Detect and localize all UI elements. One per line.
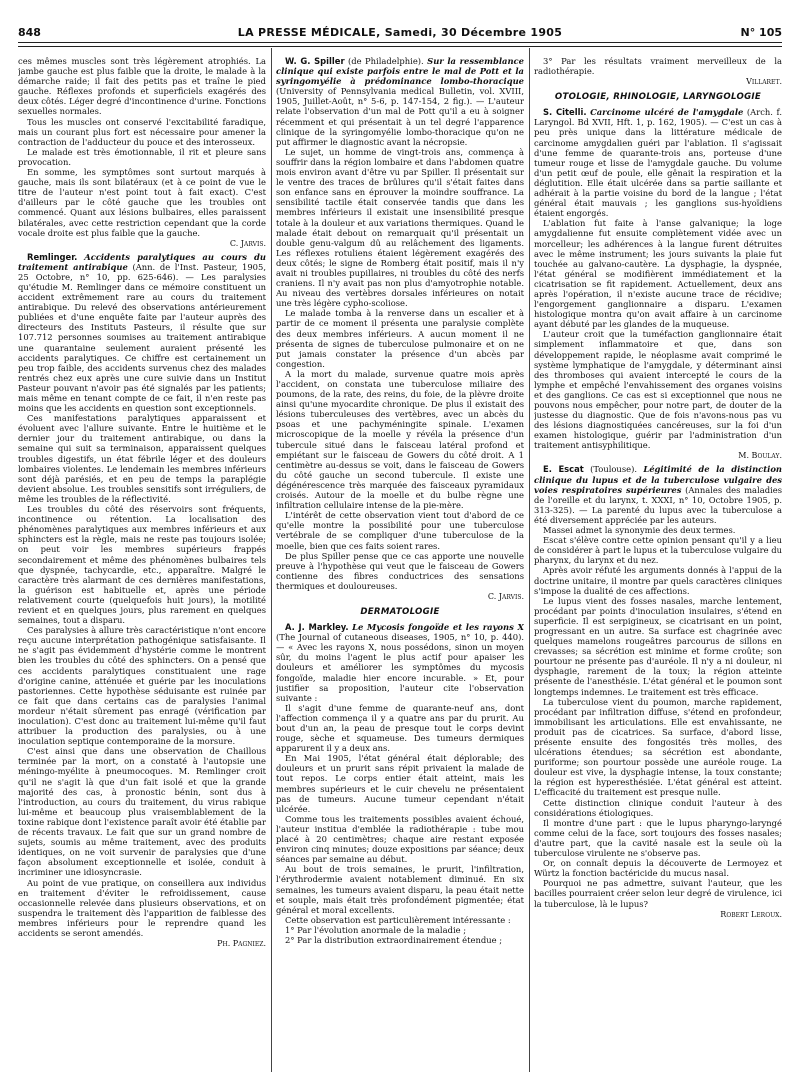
article-affiliation: (Toulouse). [590,464,638,475]
column-2 [276,56,524,1071]
paragraph: C'est ainsi que dans une observation de Chaillous terminée par la mort, on a constaté à l'autopsie une méningo-myélite à pneumocoques. M. Remlinger croit qu'il ne s'agit là que d'un fait isolé et que la grande majorité des cas, à pronostic bénin, sont dus à l'introduction, au cours du traitement, du virus rabique lui-même et beaucoup plus vraisemblablement de la toxine rabique dont l'existence paraît avoir été établie par de récents travaux. Le fait que sur un grand nombre de sujets, soumis au même traitement, avec des produits identiques, on ne voit survenir de paralysies que d'une façon absolument exceptionnelle et isolée, conduit à incriminer une idiosyncrasie. [18,746,266,878]
paragraph: ces mêmes muscles sont très légèrement atrophiés. La jambe gauche est plus faible que la droite, le malade à la démarche raide; il fait des petits pas et traîne le pied gauche. Réflexes profonds et superficiels exagérés des deux côtés. Léger degré d'incontinence d'urine. Fonctions sexuelles normales. [18,56,266,117]
paragraph: Escat s'élève contre cette opinion pensant qu'il y a lieu de considérer à part le lupus et la tuberculose vulgaire du pharynx, du larynx et du nez. [534,535,782,566]
paragraph: Le lupus vient des fosses nasales, marche lentement, procédant par points d'inoculation insulaires, s'étend en superficie. Il est serpigineux, se cicatrisant en un point, progressant en un autre. Sa surface est chagrinée avec quelques mamelons rougeâtres parcourus de sillons en crevasses; sa sécrétion est minime et forme croûte; son pourtour ne présente pas d'auréole. Il n'y a ni douleur, ni dysphagie, rarement de la toux; la région atteinte présente de l'anesthésie. L'état général et le poumon sont longtemps indemnes. Le traitement est très efficace. [534,595,782,697]
signature: Villaret. [746,77,782,87]
paragraph: Comme tous les traitements possibles avaient échoué, l'auteur institua d'emblée la radiothérapie : tube mou placé à 20 centimètres; chaque aire restant exposée environ cinq minutes; douze expositions par séance; deux séances par semaine au début. [276,813,524,865]
journal-title: LA PRESSE MÉDICALE, Samedi, 30 Décembre 1905 [237,26,563,39]
column-separator-2 [529,48,530,1072]
signature: Ph. Pagniez. [217,939,266,949]
article-remlinger [18,252,266,414]
paragraph: Il montre d'une part : que le lupus pharyngo-laryngé comme celui de la face, sort toujours des fosses nasales; d'autre part, que la cavité nasale est la seule où la tuberculose virulente ne s'observe pas. [534,817,782,859]
article-body: (Ann. de l'Inst. Pasteur, 1905, 25 Octobre, n° 10, pp. 625-646). — Les paralysies qu'étudie M. Remlinger dans ce mémoire constituent un accident extrêmement rare au cours du traitement antirabique. Du relevé des observations antérieurement publiées et d'une enquête faite par l'auteur auprès des directeurs des Instituts Pasteurs, il résulte que sur 107.712 personnes soumises au traitement antirabique une quarantaine seulement auraient présenté les accidents paralytiques. Ce chiffre est certainement un peu trop faible, des accidents survenus chez des malades rentrés chez eux après une cure suivie dans un Institut Pasteur pouvant n'avoir pas été signalés par les patients; mais même en tenant compte de ce fait, il n'en reste pas moins que les accidents en question sont exceptionnels. [18,261,266,414]
article-author: S. Citelli. [543,107,587,118]
signature: C. Jarvis. [487,591,524,601]
signature: Robert Leroux. [720,909,782,919]
header-rule [18,42,782,43]
article-body: (Annales des maladies de l'oreille et du larynx, t. XXXI, n° 10, Octobre 1905, p. 313-325). — La parenté du lupus avec la tuberculose a été diversement appréciée par les auteurs. [534,484,782,525]
paragraph: En somme, les symptômes sont surtout marqués à gauche, mais ils sont bilatéraux (et à ce point de vue le titre de l'auteur n'est point tout à fait exact). C'est d'ailleurs par le côté gauche que les troubles ont commencé. Quant aux lésions bulbaires, elles paraissent bilatérales, avec cette restriction cependant que la corde vocale droite est plus faible que la gauche. [18,167,266,238]
paragraph: Ces manifestations paralytiques apparaissent et évoluent avec l'allure suivante. Entre le huitième et le dernier jour du traitement antirabique, ou dans la semaine qui suit sa terminaison, apparaissent quelques troubles digestifs, un état fébrile léger et des douleurs lombaires violentes. Le lendemain les membres inférieurs sont déjà parésiés, et en peu de temps la paraplégie devient absolue. Les troubles sensitifs sont irréguliers, de même les troubles de la réflectivité. [18,413,266,504]
article-title: Carcinome ulcéré de l'amygdale [590,107,744,118]
article-author: Remlinger. [27,251,78,262]
page-number: 848 [18,26,41,39]
paragraph: Le malade tomba à la renverse dans un escalier et à partir de ce moment il présenta une paralysie complète des deux membres inférieurs. A aucun moment il ne présenta de signes de tuberculose pulmonaire et on ne put jamais constater la présence d'un abcès par congestion. [276,308,524,369]
paragraph: Il s'agit d'une femme de quarante-neuf ans, dont l'affection commença il y a quatre ans par du prurit. Au bout d'un an, la peau de presque tout le corps devint rouge, sèche et squameuse. Des tumeurs dermiques apparurent il y a deux ans. [276,702,524,754]
list-item: 2° Par la distribution extraordinairement étendue ; [285,934,503,945]
section-heading: OTOLOGIE, RHINOLOGIE, LARYNGOLOGIE [554,92,762,103]
paragraph: De plus Spiller pense que ce cas apporte une nouvelle preuve à l'hypothèse qui veut que le faisceau de Gowers contienne des fibres conductrices des sensations thermiques et douloureuses. [276,550,524,591]
paragraph: Le sujet, un homme de vingt-trois ans, commença à souffrir dans la région lombaire et dans l'abdomen quatre mois environ avant d'être vu par Spiller. Il présentait sur le ventre des traces de brûlures qu'il s'était faites dans son enfance sans en éprouver la moindre souffrance. La sensibilité tactile était conservée tandis que dans les membres inférieurs il existait une insensibilité presque totale à la douleur et aux variations thermiques. Quand le malade était debout on remarquait qu'il présentait un double genu-valgum dû au relâchement des ligaments. Les réflexes rotuliens étaient légèrement exagérés des deux côtés; le signe de Romberg était positif, mais il n'y avait ni troubles pupillaires, ni troubles du côté des nerfs craniens. Il n'y avait pas non plus d'amyotrophie notable. Au niveau des vertèbres dorsales inférieures on notait une très légère cypho-scoliose. [276,146,524,309]
paragraph: A la mort du malade, survenue quatre mois après l'accident, on constata une tuberculose miliaire des poumons, de la rate, des reins, du foie, de la plèvre droite ainsi qu'une myocardite chronique. De plus il existait des lésions tuberculeuses des vertèbres, avec un abcès du psoas et une pachyméningite spinale. L'examen microscopique de la moelle y révéla la présence d'un tubercule situé dans le faisceau latéral profond et empiétant sur le faisceau de Gowers du côté droit. A 1 centimètre au-dessus se voit, dans le faisceau de Gowers du côté gauche un second tubercule. Il existe une dégénérescence très marquée des faisceaux pyramidaux croisés. Autour de la moelle et du bulbe règne une infiltration cellulaire intense de la pie-mère. [276,368,524,511]
signature: M. Boulay. [738,451,782,461]
section-heading: DERMATOLOGIE [360,606,440,617]
article-affiliation: (de Philadelphie). [348,56,424,66]
paragraph: En Mai 1905, l'état général était déplorable; des douleurs et un prurit sans répit privaient la malade de tout repos. Le corps entier était atteint, mais les membres supérieurs et le cuir chevelu ne présentaient pas de tumeurs. Aucune tumeur cependant n'était ulcérée. [276,753,524,814]
paragraph: Cette distinction clinique conduit l'auteur à des considérations étiologiques. [534,797,782,818]
article-spiller [276,56,524,147]
paragraph: Ces paralysies à allure très caractéristique n'ont encore reçu aucune interprétation pathogénique satisfaisante. Il ne s'agit pas évidemment d'hystérie comme le montrent bien les troubles du côté des sphincters. On a pensé que ces accidents paralytiques constituaient une rage d'origine canine, atténuée et guérie par les inoculations pastoriennes. Cette hypothèse séduisante est ruinée par ce fait que dans certains cas de paralysies l'animal mordeur n'était sûrement pas enragé (vérification par inoculation). C'est donc au traitement lui-même qu'il faut attribuer la production des paralysies, ou à une inoculation septique contemporaine de la morsure. [18,625,266,747]
paragraph: Après avoir réfuté les arguments donnés à l'appui de la doctrine unitaire, il montre par quels caractères cliniques s'impose la dualité de ces affections. [534,565,782,596]
paragraph: La tuberculose vient du poumon, marche rapidement, procédant par infiltration diffuse, s'étend en profondeur, immobilisant les articulations. Elle est envahissante, ne produit pas de cicatrices. Sa surface, d'abord lisse, présente ensuite des fongosités très molles, des ulcérations étendues; sa sécrétion est abondante, puriforme; son pourtour possède une auréole rouge. La douleur est vive, la dysphagie intense, la toux constante; la région est hyperesthésiée. L'état général est atteint. L'efficacité du traitement est presque nulle. [534,696,782,798]
page-header [18,26,782,40]
article-author: W. G. Spiller [285,56,345,66]
article-markley [276,622,524,703]
article-title: Accidents paralytiques au cours du traitement antirabique [18,251,266,272]
article-title: Sur la ressemblance clinique qui existe parfois entre le mal de Pott et la syringomyélie à prédominance lombo-thoracique [276,56,524,87]
article-citelli [534,107,782,218]
paragraph: Cette observation est particulièrement intéressante : [285,914,511,925]
column-1 [18,56,266,1071]
signature: C. Jarvis. [229,238,266,248]
paragraph: L'intérêt de cette observation vient tout d'abord de ce qu'elle montre la possibilité pour une tuberculose vertébrale de se compliquer d'une tuberculose de la moelle, bien que ces faits soient rares. [276,510,524,551]
article-title: Légitimité de la distinction clinique du lupus et de la tuberculose vulgaire des voies respiratoires supérieures [534,464,782,495]
paragraph: L'auteur croit que la tuméfaction ganglionnaire était simplement inflammatoire et que, dans son développement rapide, le néoplasme avait comprimé le système lymphatique de l'amygdale, y déterminant ainsi des thromboses qui avaient intercepté le cours de la lymphe et empêché l'envahissement des organes voisins et des ganglions. Ce cas est si exceptionnel que nous ne pouvons nous empêcher, pour notre part, de douter de la justesse du diagnostic. Que de fois n'avons-nous pas vu des lésions diagnostiquées cancéreuses, sur la foi d'un examen histologique, guérir par l'administration d'un traitement antisyphilitique. [534,329,782,451]
article-body: (The Journal of cutaneous diseases, 1905, n° 10, p. 440). — « Avec les rayons X, nous possédons, sinon un moyen sûr, du moins l'agent le plus actif pour apaiser les douleurs et améliorer les symptômes du mycosis fongoïde, maladie hier encore incurable. » Et, pour justifier sa proposition, l'auteur cite l'observation suivante : [276,632,524,703]
article-escat [534,464,782,525]
header-rule-2 [18,46,782,47]
article-author: A. J. Markley. [285,622,349,633]
paragraph: Le malade est très émotionnable, il rit et pleure sans provocation. [18,146,266,167]
paragraph: Tous les muscles ont conservé l'excitabilité faradique, mais un courant plus fort est nécessaire pour amener la contraction de l'adducteur du pouce et des interosseux. [18,116,266,147]
paragraph: Au point de vue pratique, on conseillera aux individus en traitement d'éviter le refroidissement, cause occasionnelle relevée dans plusieurs observations, et on suspendra le traitement dès l'apparition de faiblesse des membres inférieurs pour le reprendre quand les accidents se seront amendés. [18,877,266,938]
paragraph: Pourquoi ne pas admettre, suivant l'auteur, que les bacilles pourraient créer selon leur degré de virulence, ici la tuberculose, là le lupus? [534,878,782,909]
article-body: (Arch. f. Laryngol. Bd XVII, Hft. 1, p. 162, 1905). — C'est un cas à peu près unique dans la littérature médicale de carcinome amygdalien guéri par l'ablation. Il s'agissait d'une femme de quarante-trois ans, porteuse d'une tumeur rouge et lisse de l'amygdale gauche. Du volume d'un petit œuf de poule, elle gênait la respiration et la déglutition. Elle était ulcérée dans sa partie saillante et adhérait à la partie voisine du bord de la langue ; l'état général était mauvais ; les ganglions sus-hyoïdiens étaient engorgés. [534,107,782,219]
column-3 [534,56,782,1071]
paragraph: L'ablation fut faite à l'anse galvanique; la loge amygdalienne fut ensuite complètement vidée avec un morcelleur; les adhérences à la langue furent détruites avec le même instrument; les jours suivants la plaie fut touchée au galvano-cautère. La dysphagie, la dyspnée, l'état général se modifièrent immédiatement et la cicatrisation se fit rapidement. Actuellement, deux ans après l'opération, il n'existe aucune trace de récidive; l'engorgement ganglionnaire a disparu. L'examen histologique montra qu'on avait affaire à un carcinome ayant débuté par les glandes de la muqueuse. [534,218,782,330]
list-item: 1° Par l'évolution anormale de la maladie ; [285,924,467,935]
paragraph: Massei admet la synonymie des deux termes. [543,525,736,536]
issue-number: N° 105 [740,26,782,39]
paragraph: Les troubles du côté des réservoirs sont fréquents, incontinence ou rétention. La localisation des phénomènes paralytiques aux membres inférieurs et aux sphincters est la règle, mais ne reste pas toujours isolée; on peut voir les membres supérieurs frappés secondairement et même des phénomènes bulbaires tels que dyspnée, tachycardie, etc., apparaître. Malgré le caractère très alarmant de ces dernières manifestations, la guérison est habituelle et, après une période relativement courte (quelquefois huit jours), la motilité revient et en quelques jours, plus rarement en quelques semaines, tout a disparu. [18,504,266,626]
list-item: 3° Par les résultats vraiment merveilleux de la radiothérapie. [534,56,782,77]
article-body: (University of Pennsylvania medical Bulletin, vol. XVIII, 1905, Juillet-Août, n° 5-6, p. 147-154, 2 fig.). — L'auteur relate l'observation d'un mal de Pott qu'il a eu à soigner récemment et qui présentait à un tel degré l'apparence clinique de la syringomyélie lombo-thoracique qu'on ne put affirmer le diagnostic avant la nécropsie. [276,86,524,147]
paragraph: Or, on connaît depuis la découverte de Lermoyez et Würtz la fonction bactéricide du mucus nasal. [534,858,782,879]
article-title: Le Mycosis fongoïde et les rayons X [352,622,524,633]
article-author: E. Escat [543,464,584,475]
paragraph: Au bout de trois semaines, le prurit, l'infiltration, l'érythrodermie avaient notablement diminué. En six semaines, les tumeurs avaient disparu, la peau était nette et souple, mais était très profondément pigmentée; état général et moral excellents. [276,864,524,915]
column-separator-1 [271,48,272,1072]
